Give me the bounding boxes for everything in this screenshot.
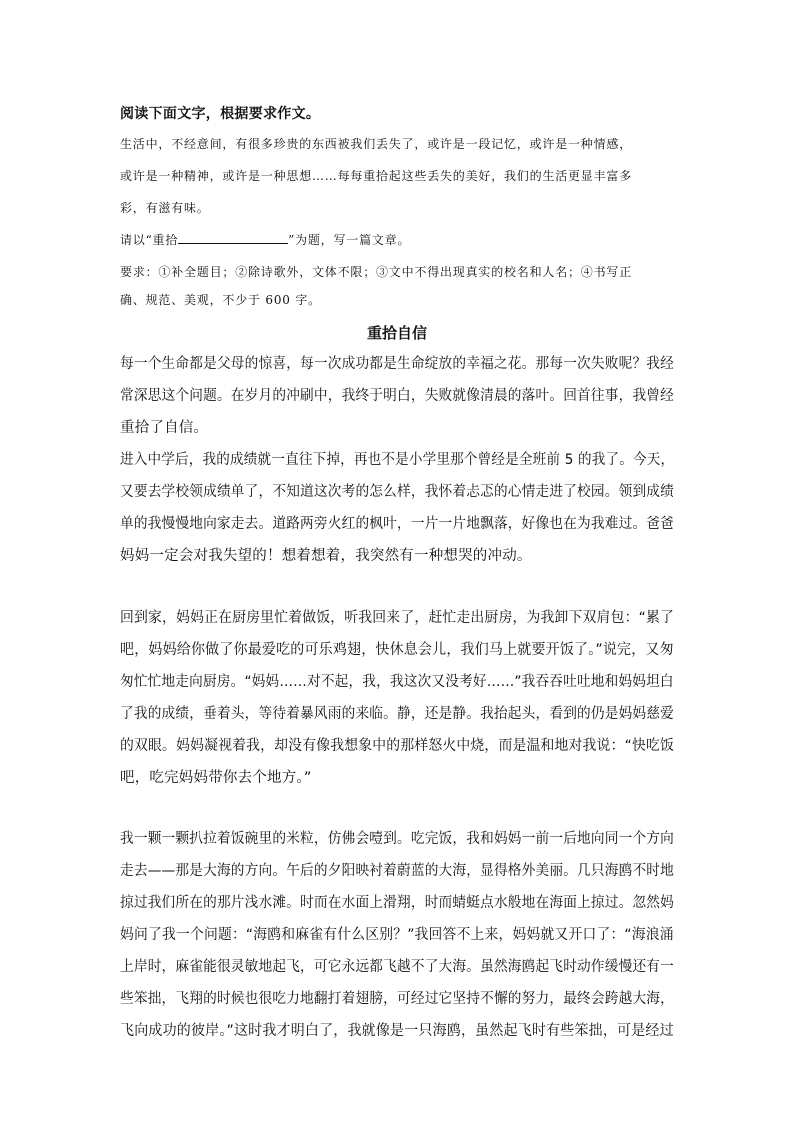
- essay-line: 妈妈一定会对我失望的！想着想着，我突然有一种想哭的冲动。: [120, 548, 532, 564]
- essay-line: 进入中学后，我的成绩就一直往下掉，再也不是小学里那个曾经是全班前 5 的我了。今天，: [120, 452, 675, 468]
- requirements-line: 要求：①补全题目；②除诗歌外，文体不限；③文中不得出现真实的校名和人名；④书写正: [120, 265, 633, 279]
- essay-line: 了我的成绩，垂着头，等待着暴风雨的来临。静，还是静。我抬起头，看到的仍是妈妈慈爱: [120, 706, 675, 722]
- essay-line: 匆忙忙地走向厨房。“妈妈……对不起，我，我这次又没考好……”我吞吞吐吐地和妈妈坦白: [120, 674, 674, 690]
- essay-line: 掠过我们所在的那片浅水滩。时而在水面上滑翔，时而蜻蜓点水般地在海面上掠过。忽然妈: [120, 895, 675, 911]
- instruction-after: ”为题，写一篇文章。: [288, 233, 411, 247]
- essay-line: 单的我慢慢地向家走去。道路两旁火红的枫叶，一片一片地飘落，好像也在为我难过。爸爸: [120, 516, 675, 532]
- prompt-line: 生活中，不经意间，有很多珍贵的东西被我们丢失了，或许是一段记忆，或许是一种情感，: [120, 137, 633, 151]
- essay-line: 每一个生命都是父母的惊喜，每一次成功都是生命绽放的幸福之花。那每一次失败呢？我经: [120, 356, 675, 372]
- prompt-heading: 阅读下面文字，根据要求作文。: [120, 106, 321, 122]
- essay-line: 我一颗一颗扒拉着饭碗里的米粒，仿佛会噎到。吃完饭，我和妈妈一前一后地向同一个方向: [120, 831, 675, 847]
- essay-line: 吧，妈妈给你做了你最爱吃的可乐鸡翅，快休息会儿，我们马上就要开饭了。”说完，又匆: [120, 642, 674, 658]
- prompt-instruction: [120, 231, 410, 248]
- essay-line: 又要去学校领成绩单了，不知道这次考的怎么样，我怀着忐忑的心情走进了校园。领到成绩: [120, 484, 675, 500]
- essay-line: 妈问了我一个问题：“海鸥和麻雀有什么区别？”我回答不上来，妈妈就又开口了：“海浪涌: [120, 927, 674, 943]
- prompt-line: 或许是一种精神，或许是一种思想……每每重拾起这些丢失的美好，我们的生活更显丰富多: [120, 169, 633, 183]
- essay-line: 回到家，妈妈正在厨房里忙着做饭，听我回来了，赶忙走出厨房，为我卸下双肩包：“累了: [120, 610, 674, 626]
- essay-line: 吧，吃完妈妈带你去个地方。”: [120, 770, 312, 786]
- title-blank: [178, 233, 288, 244]
- essay-line: 重拾了自信。: [120, 420, 209, 436]
- instruction-before: 请以“重拾: [120, 233, 179, 247]
- essay-line: 走去——那是大海的方向。午后的夕阳映衬着蔚蓝的大海，显得格外美丽。几只海鸥不时地: [120, 863, 675, 879]
- essay-title: 重拾自信: [366, 324, 427, 342]
- essay-line: 上岸时，麻雀能很灵敏地起飞，可它永远都飞越不了大海。虽然海鸥起飞时动作缓慢还有一: [120, 959, 675, 975]
- essay-line: 飞向成功的彼岸。”这时我才明白了，我就像是一只海鸥，虽然起飞时有些笨拙，可是经过: [120, 1023, 674, 1039]
- essay-line: 常深思这个问题。在岁月的冲刷中，我终于明白，失败就像清晨的落叶。回首往事，我曾经: [120, 388, 675, 404]
- essay-line: 些笨拙，飞翔的时候也很吃力地翻打着翅膀，可经过它坚持不懈的努力，最终会跨越大海，: [120, 991, 675, 1007]
- requirements-line: 确、规范、美观，不少于 600 字。: [120, 293, 321, 307]
- prompt-line: 彩，有滋有味。: [120, 201, 210, 215]
- essay-line: 的双眼。妈妈凝视着我，却没有像我想象中的那样怒火中烧，而是温和地对我说：“快吃饭: [120, 738, 674, 754]
